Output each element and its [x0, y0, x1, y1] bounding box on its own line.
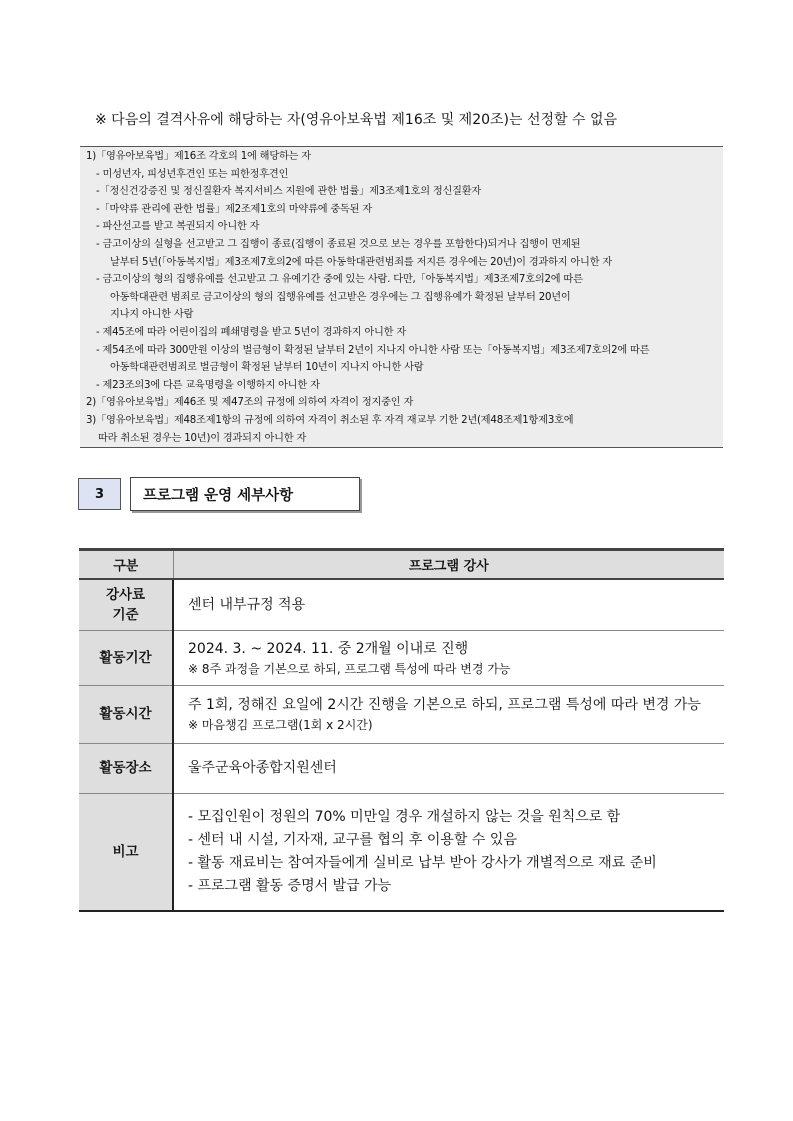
disqualification-line: - 파산선고를 받고 복권되지 아니한 자 — [96, 221, 260, 233]
disqualification-line: - 제45조에 따라 어린이집의 폐쇄명령을 받고 5년이 경과하지 아니한 자 — [96, 326, 406, 338]
remark-item: - 활동 재료비는 참여자들에게 실비로 납부 받아 강사가 개별적으로 재료 준비 — [188, 854, 657, 871]
disqualification-line: 1)「영유아보육법」제16조 각호의 1에 해당하는 자 — [86, 151, 311, 162]
remarks-label: 비고 — [79, 793, 173, 911]
fee-label-line-2: 기준 — [112, 606, 139, 623]
fee-label-line-1: 강사료 — [105, 586, 146, 603]
fee-label — [79, 579, 173, 630]
disqualification-line: -「마약류 관리에 관한 법률」제2조제1호의 마약류에 중독된 자 — [96, 203, 372, 215]
header-instructor: 프로그램 강사 — [173, 550, 724, 580]
program-detail-table — [79, 548, 724, 912]
disqualification-line: -「정신건강증진 및 정신질환자 복지서비스 지원에 관한 법률」제3조제1호의 정신질환자 — [96, 186, 482, 198]
place-value: 울주군육아종합지원센터 — [173, 743, 724, 793]
fee-value: 센터 내부규정 적용 — [173, 579, 724, 630]
section-title: 프로그램 운영 세부사항 — [130, 477, 360, 511]
disqualification-line: 아동학대관련범죄로 벌금형이 확정된 날부터 10년이 지나지 아니한 사람 — [110, 362, 424, 374]
time-note: ※ 마음챙김 프로그램(1회 x 2시간) — [188, 718, 373, 732]
disqualification-line: 날부터 5년(「아동복지법」제3조제7호의2에 따른 아동학대관련범죄를 저지른 경우에는 20년)이 경과하지 아니한 자 — [110, 256, 613, 268]
time-label: 활동시간 — [79, 685, 173, 743]
row-fee — [79, 579, 724, 630]
disqualification-notice: ※ 다음의 결격사유에 해당하는 자(영유아보육법 제16조 및 제20조)는 선정할 수 없음 — [95, 112, 618, 128]
period-main: 2024. 3. ~ 2024. 11. 중 2개월 이내로 진행 — [188, 640, 469, 657]
disqualification-line: - 미성년자, 피성년후견인 또는 피한정후견인 — [96, 168, 289, 180]
disqualification-line: - 금고이상의 형의 집행유예를 선고받고 그 유예기간 중에 있는 사람. 다만,「아동복지법」제3조제7호의2에 따른 — [96, 274, 583, 286]
period-label: 활동기간 — [79, 630, 173, 685]
period-note: ※ 8주 과정을 기본으로 하되, 프로그램 특성에 따라 변경 가능 — [188, 661, 511, 676]
table-header-row — [79, 550, 724, 580]
disqualification-line: - 제23조의3에 다른 교육명령을 이행하지 아니한 자 — [96, 379, 320, 391]
row-remarks — [79, 793, 724, 911]
disqualification-line: 따라 취소된 경우는 10년)이 경과되지 아니한 자 — [98, 432, 307, 444]
row-time — [79, 685, 724, 743]
row-place — [79, 743, 724, 793]
disqualification-line: - 제54조에 따라 300만원 이상의 벌금형이 확정된 날부터 2년이 지나지 아니한 사람 또는「아동복지법」제3조제7호의2에 따른 — [96, 344, 650, 356]
row-period — [79, 630, 724, 685]
disqualification-line: 2)「영유아보육법」제46조 및 제47조의 규정에 의하여 자격이 정지중인 자 — [86, 397, 414, 409]
place-label: 활동장소 — [79, 743, 173, 793]
disqualification-line: 아동학대관련 범죄로 금고이상의 형의 집행유예를 선고받은 경우에는 그 집행유예가 확정된 날부터 20년이 — [110, 291, 571, 303]
remark-item: - 모집인원이 정원의 70% 미만일 경우 개설하지 않는 것을 원칙으로 함 — [188, 808, 621, 825]
disqualification-line: - 금고이상의 실형을 선고받고 그 집행이 종료(집행이 종료된 것으로 보는 경우를 포함한다)되거나 집행이 면제된 — [96, 238, 581, 250]
time-main: 주 1회, 정해진 요일에 2시간 진행을 기본으로 하되, 프로그램 특성에 따라 변경 가능 — [188, 697, 701, 713]
disqualification-box — [80, 146, 723, 448]
remark-item: - 센터 내 시설, 기자재, 교구를 협의 후 이용할 수 있음 — [188, 831, 517, 848]
disqualification-line: 지나지 아니한 사람 — [110, 309, 194, 321]
header-category: 구분 — [79, 550, 173, 580]
section-number: 3 — [78, 478, 121, 510]
disqualification-line: 3)「영유아보육법」제48조제1항의 규정에 의하여 자격이 취소된 후 자격 재교부 기한 2년(제48조제1항제3호에 — [86, 414, 574, 426]
remark-item: - 프로그램 활동 증명서 발급 가능 — [188, 877, 392, 894]
